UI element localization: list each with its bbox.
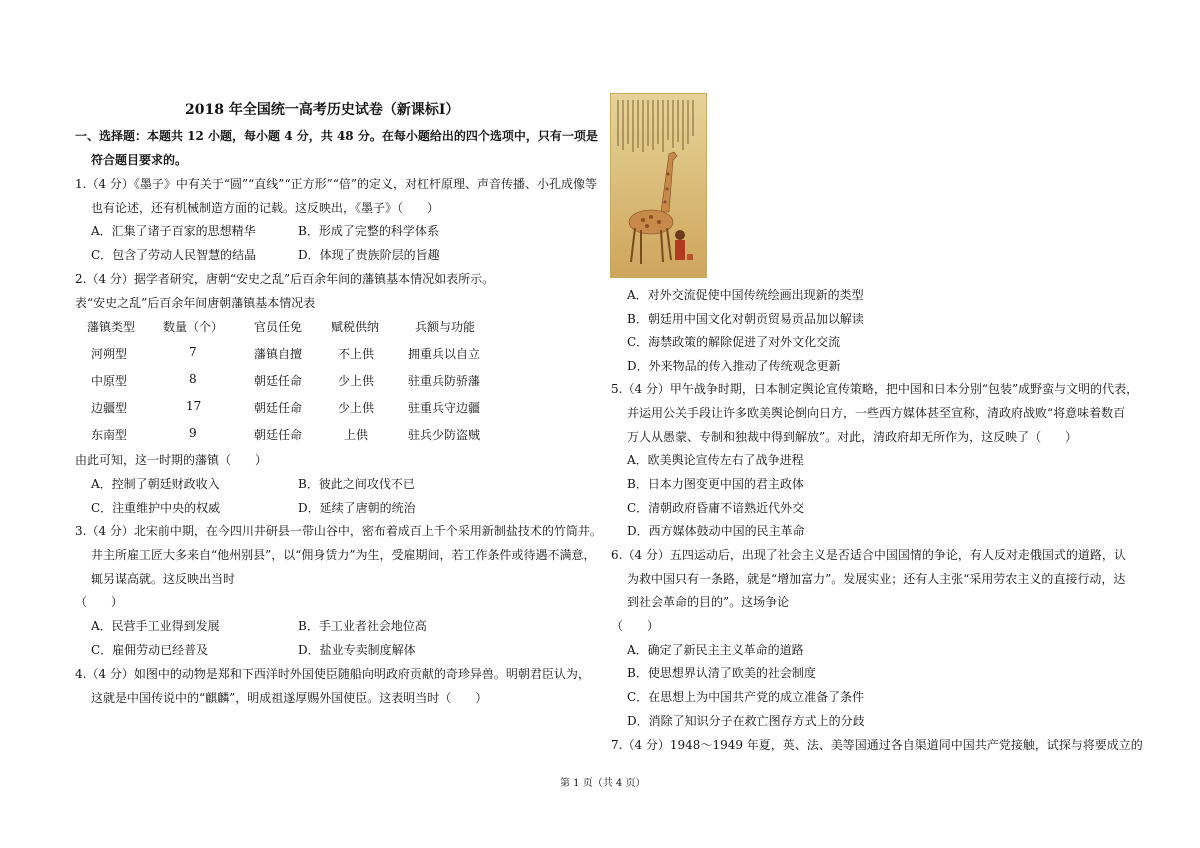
question-stem: 并运用公关手段让许多欧美舆论倒向日方，一些西方媒体甚至宣称，清政府战败“将意味着数百 [627, 406, 1126, 420]
question-stem: 4.（4 分）如图中的动物是郑和下西洋时外国使臣随船向明政府贡献的奇珍异兽。明朝君臣认为， [75, 667, 590, 681]
option-b: B．彼此之间攻伐不已 [298, 477, 415, 491]
table-cell: 不上供 [338, 347, 375, 361]
table-cell: 驻兵少防盗贼 [408, 428, 481, 442]
option-d: D．延续了唐朝的统治 [298, 501, 416, 515]
question-stem: 1.（4 分）《墨子》中有关于“圆”“直线”“正方形”“倍”的定义，对杠杆原理、声音传播、小孔成像等 [75, 177, 597, 191]
table-cell: 东南型 [91, 428, 128, 442]
giraffe-painting-image [610, 93, 707, 278]
option-a: A．控制了朝廷财政收入 [91, 477, 220, 491]
option-c: C．清朝政府昏庸不谙熟近代外交 [627, 501, 805, 515]
table-cell: 中原型 [91, 374, 128, 388]
option-d: D．西方媒体鼓动中国的民主革命 [627, 524, 805, 538]
question-stem: 万人从愚蒙、专制和独裁中得到解放”。对此，清政府却无所作为，这反映了（ ） [627, 430, 1078, 444]
option-d: D．外来物品的传入推动了传统观念更新 [627, 359, 841, 373]
question-stem: 2.（4 分）据学者研究，唐朝“安史之乱”后百余年间的藩镇基本情况如表所示。 [75, 272, 495, 286]
table-header: 数量（个） [163, 320, 224, 334]
table-cell: 上供 [344, 428, 369, 442]
table-cell: 8 [189, 372, 197, 386]
table-cell: 藩镇自擅 [254, 347, 303, 361]
option-c: C．注重维护中央的权威 [91, 501, 221, 515]
table-header: 藩镇类型 [87, 320, 136, 334]
question-stem: 到社会革命的目的”。这场争论 [627, 595, 790, 609]
table-cell: 河朔型 [91, 347, 128, 361]
table-header: 赋税供纳 [331, 320, 380, 334]
table-cell: 朝廷任命 [254, 374, 303, 388]
table-cell: 边疆型 [91, 401, 128, 415]
option-b: B．形成了完整的科学体系 [298, 224, 439, 238]
page-footer: 第 1 页（共 4 页） [560, 778, 646, 789]
question-stem: 为救中国只有一条路，就是“增加富力”。发展实业；还有人主张“采用劳农主义的直接行动，达 [627, 572, 1126, 586]
option-a: A．欧美舆论宣传左右了战争进程 [627, 453, 804, 467]
section-heading-cont: 符合题目要求的。 [91, 153, 188, 167]
option-a: A．民营手工业得到发展 [91, 619, 220, 633]
option-d: D．体现了贵族阶层的旨趣 [298, 248, 440, 262]
option-c: C．在思想上为中国共产党的成立准备了条件 [627, 690, 865, 704]
table-cell: 拥重兵以自立 [408, 347, 481, 361]
table-cell: 7 [189, 345, 197, 359]
option-b: B．朝廷用中国文化对朝贡贸易贡品加以解读 [627, 312, 864, 326]
option-a: A．对外交流促使中国传统绘画出现新的类型 [627, 288, 864, 302]
option-a: A．汇集了诸子百家的思想精华 [91, 224, 256, 238]
option-b: B．日本力图变更中国的君主政体 [627, 477, 804, 491]
giraffe-illustration [611, 94, 706, 277]
question-stem: 井主所雇工匠大多来自“他州别县”，以“佣身赁力”为生，受雇期间，若工作条件或待遇不满意， [91, 548, 596, 562]
answer-blank: （ ） [75, 595, 124, 609]
option-c: C．雇佣劳动已经普及 [91, 643, 209, 657]
option-c: C．包含了劳动人民智慧的结晶 [91, 248, 257, 262]
table-cell: 朝廷任命 [254, 428, 303, 442]
section-heading: 一、选择题：本题共 12 小题，每小题 4 分，共 48 分。在每小题给出的四个选项中，只有一项是 [75, 129, 598, 143]
option-b: B．手工业者社会地位高 [298, 619, 427, 633]
table-caption: 表“安史之乱”后百余年间唐朝藩镇基本情况表 [75, 296, 316, 310]
table-header: 兵额与功能 [415, 320, 476, 334]
option-c: C．海禁政策的解除促进了对外文化交流 [627, 335, 841, 349]
question-stem: 7.（4 分）1948～1949 年夏，英、法、美等国通过各自渠道同中国共产党接触，试探与将要成立的 [611, 738, 1143, 752]
table-cell: 少上供 [338, 374, 375, 388]
table-cell: 9 [189, 426, 197, 440]
option-a: A．确定了新民主主义革命的道路 [627, 643, 804, 657]
answer-blank: （ ） [611, 619, 660, 633]
table-cell: 17 [186, 399, 202, 413]
question-stem: 5.（4 分）甲午战争时期，日本制定舆论宣传策略，把中国和日本分别“包装”成野蛮与文明的代表， [611, 382, 1139, 396]
table-header: 官员任免 [254, 320, 303, 334]
table-cell: 少上供 [338, 401, 375, 415]
question-stem: 由此可知，这一时期的藩镇（ ） [75, 453, 268, 467]
question-stem: 也有论述，还有机械制造方面的记载。这反映出，《墨子》（ ） [91, 201, 440, 215]
question-stem: 这就是中国传说中的“麒麟”，明成祖遂厚赐外国使臣。这表明当时（ ） [91, 691, 488, 705]
option-b: B．使思想界认清了欧美的社会制度 [627, 666, 816, 680]
option-d: D．盐业专卖制度解体 [298, 643, 416, 657]
question-stem: 6.（4 分）五四运动后，出现了社会主义是否适合中国国情的争论，有人反对走俄国式的道路，认 [611, 548, 1126, 562]
table-cell: 朝廷任命 [254, 401, 303, 415]
page-title: 2018 年全国统一高考历史试卷（新课标Ⅰ） [185, 102, 460, 118]
option-d: D．消除了知识分子在救亡图存方式上的分歧 [627, 714, 865, 728]
question-stem: 辄另谋高就。这反映出当时 [91, 572, 236, 586]
table-cell: 驻重兵防骄藩 [408, 374, 481, 388]
question-stem: 3.（4 分）北宋前中期，在今四川井研县一带山谷中，密布着成百上千个采用新制盐技术的竹筒井。 [75, 524, 602, 538]
table-cell: 驻重兵守边疆 [408, 401, 481, 415]
